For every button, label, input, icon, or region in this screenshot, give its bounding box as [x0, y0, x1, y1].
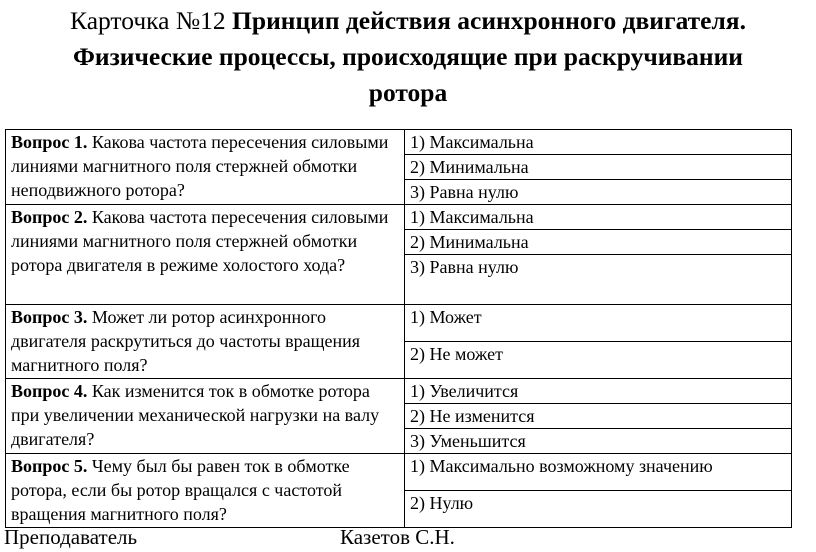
title-line-3: ротора [368, 78, 448, 107]
question-text: Чему был бы равен ток в обмотке ротора, если бы ротор вращался с частотой вращения магнитного поля? [11, 456, 350, 524]
answer-option[interactable]: 3) Равна нулю [405, 180, 792, 205]
card-number: Карточка №12 [70, 6, 226, 35]
answer-option[interactable]: 2) Не может [405, 342, 792, 379]
question-label: Вопрос 4. [11, 381, 88, 401]
question-cell-2 [6, 205, 405, 305]
answer-option[interactable]: 1) Максимально возможному значению [405, 454, 792, 491]
question-label: Вопрос 2. [11, 207, 88, 227]
card-title [10, 3, 806, 111]
question-cell-4 [6, 379, 405, 454]
question-label: Вопрос 5. [11, 456, 88, 476]
answer-option[interactable]: 1) Может [405, 305, 792, 342]
answer-option[interactable]: 1) Максимальна [405, 205, 792, 230]
title-topic: Принцип действия асинхронного двигателя. [232, 6, 746, 35]
question-text: Какова частота пересечения силовыми линиями магнитного поля стержней обмотки ротора двигателя в режиме холостого хода? [11, 207, 389, 275]
question-label: Вопрос 3. [11, 307, 88, 327]
question-text: Какова частота пересечения силовыми линиями магнитного поля стержней обмотки неподвижного ротора? [11, 132, 389, 200]
question-label: Вопрос 1. [11, 132, 88, 152]
answer-option[interactable]: 1) Увеличится [405, 379, 792, 404]
answer-option[interactable]: 3) Уменьшится [405, 429, 792, 454]
question-cell-3 [6, 305, 405, 379]
answer-option[interactable]: 2) Минимальна [405, 230, 792, 255]
question-cell-5 [6, 454, 405, 528]
title-line-2: Физические процессы, происходящие при раскручивании [72, 42, 744, 71]
answer-option[interactable]: 1) Максимальна [405, 130, 792, 155]
teacher-name: Казетов С.Н. [340, 525, 455, 549]
answer-option[interactable]: 3) Равна нулю [405, 255, 792, 305]
question-cell-1 [6, 130, 405, 205]
questions-table [5, 129, 792, 528]
answer-option[interactable]: 2) Нулю [405, 491, 792, 528]
question-text: Может ли ротор асинхронного двигателя раскрутиться до частоты вращения магнитного поля? [11, 307, 361, 375]
teacher-role: Преподаватель [4, 525, 138, 549]
answer-option[interactable]: 2) Минимальна [405, 155, 792, 180]
answer-option[interactable]: 2) Не изменится [405, 404, 792, 429]
question-text: Как изменится ток в обмотке ротора при увеличении механической нагрузки на валу двигателя? [11, 381, 380, 449]
